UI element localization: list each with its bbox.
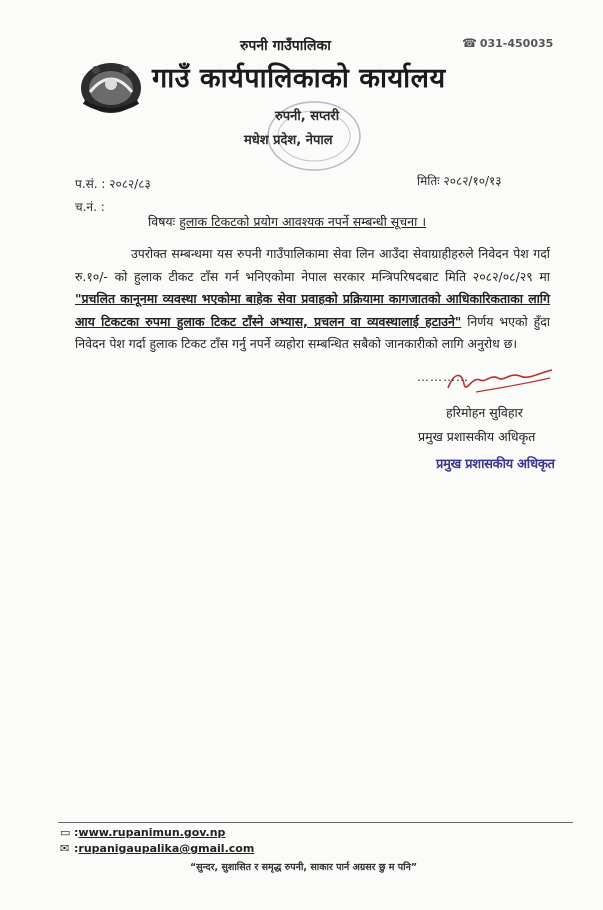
subject-line — [148, 213, 426, 230]
designation-stamp: प्रमुख प्रशासकीय अधिकृत — [436, 457, 555, 472]
phone-contact — [462, 36, 553, 50]
subject-label: विषयः — [148, 214, 176, 229]
signer-title: प्रमुख प्रशासकीय अधिकृत — [418, 429, 536, 444]
letter-date: मितिः २०८२/१०/१३ — [417, 174, 502, 188]
footer-email: ✉ :rupanigaupalika@gmail.com — [60, 842, 255, 855]
body-paragraph — [75, 243, 550, 356]
signature-mark-icon — [440, 366, 560, 400]
computer-icon: ▭ — [60, 826, 71, 839]
signer-name: हरिमोहन सुविहार — [446, 405, 523, 420]
telephone-icon: ☎ — [462, 36, 477, 50]
footer-website: ▭ :www.rupanimun.gov.np — [60, 826, 226, 839]
municipality-name: रुपनी गाउँपालिका — [240, 38, 331, 54]
footer-divider — [58, 822, 573, 823]
body-part-2: निर्णय भएको हुँदा निवेदन पेश गर्दा हुलाक टिकट टाँस गर्नु नपर्ने व्यहोरा सम्बन्धित सबैको जानकारीको लागि अनुरोध छ। — [75, 313, 550, 351]
office-title: गाउँ कार्यपालिकाको कार्यालय — [152, 63, 446, 94]
body-highlight: "प्रचलित कानूनमा व्यवस्था भएकोमा बाहेक सेवा प्रवाहको प्रक्रियामा कागजातको आधिकारिकताका लागि आय टिकटका रुपमा हुलाक टिकट टाँस्ने अभ्यास, प्रचलन वा व्यवस्थालाई हटाउने" — [75, 291, 550, 329]
website-link[interactable]: www.rupanimun.gov.np — [78, 826, 226, 839]
subject-text: हुलाक टिकटको प्रयोग आवश्यक नपर्ने सम्बन्धी सूचना । — [179, 214, 427, 229]
reference-number: प.सं. : २०८२/८३ — [75, 177, 151, 191]
address-line-2: मधेश प्रदेश, नेपाल — [244, 133, 333, 148]
footer-motto: “सुन्दर, सुशासित र समृद्ध रुपनी, साकार पार्न अग्रसर छु म पनि” — [190, 862, 418, 873]
dispatch-number: च.नं. : — [75, 200, 105, 214]
nepal-emblem-icon — [76, 56, 146, 116]
envelope-icon: ✉ — [60, 842, 70, 855]
email-link[interactable]: rupanigaupalika@gmail.com — [78, 842, 255, 855]
body-part-1: उपरोक्त सम्बन्धमा यस रुपनी गाउँपालिकामा सेवा लिन आउँदा सेवाग्राहीहरुले निवेदन पेश गर्दा रु.१०/- को हुलाक टीकट टाँस गर्न भनिएकोमा नेपाल सरकार मन्त्रिपरिषदबाट मिति २०८२/०८/२९ मा — [75, 246, 550, 284]
address-line-1: रुपनी, सप्तरी — [275, 109, 340, 124]
signature-dots: ………… — [417, 370, 469, 384]
phone-number: 031-450035 — [479, 37, 554, 50]
